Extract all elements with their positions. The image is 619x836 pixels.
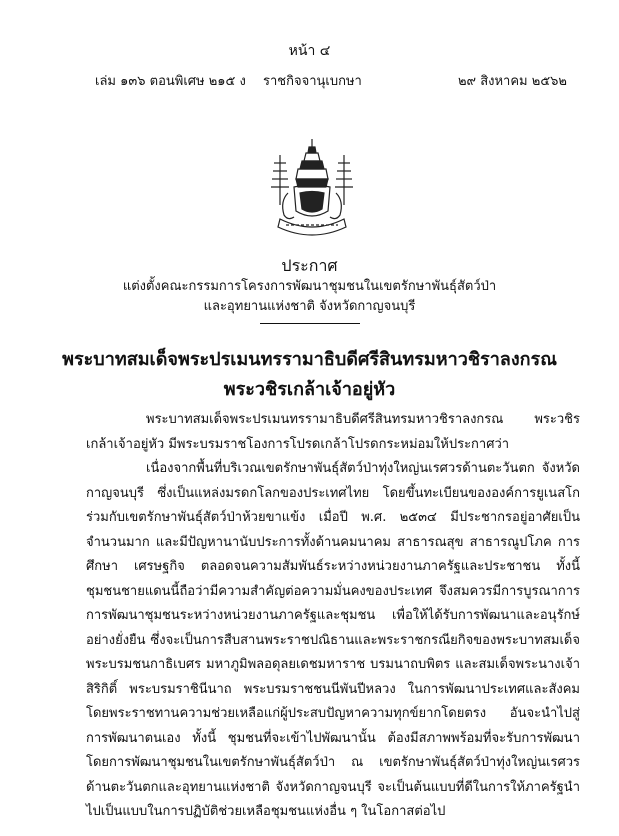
page-number: หน้า ๔	[288, 43, 331, 59]
announcement-body	[86, 408, 580, 825]
royal-emblem-icon	[266, 135, 358, 245]
title-divider	[260, 323, 360, 324]
gazette-header	[95, 70, 567, 88]
body-paragraph-2: เนื่องจากพื้นที่บริเวณเขตรักษาพันธุ์สัตว์ป่าทุ่งใหญ่นเรศวรด้านตะวันตก จังหวัดกาญจนบุรี ซึ่งเป็นแหล่งมรดกโลกของประเทศไทย โดยขึ้นทะเบียนขององค์การยูเนสโกร่วมกับเขตรักษาพันธุ์สัตว์ป่าห้วยขาแข้ง เมื่อปี พ.ศ. ๒๕๓๔ มีประชากรอยู่อาศัยเป็นจำนวนมาก และมีปัญหานานับประการทั้งด้านคมนาคม สาธารณสุข สาธารณูปโภค การศึกษา เศรษฐกิจ ตลอดจนความสัมพันธ์ระหว่างหน่วยงานภาครัฐและประชาชน ทั้งนี้ ชุมชนชายแดนนี้ถือว่ามีความสำคัญต่อความมั่นคงของประเทศ จึงสมควรมีการบูรณาการการพัฒนาชุมชนระหว่างหน่วยงานภาครัฐและชุมชน เพื่อให้ได้รับการพัฒนาและอนุรักษ์อย่างยั่งยืน ซึ่งจะเป็นการสืบสานพระราชปณิธานและพระราชกรณียกิจของพระบาทสมเด็จพระบรมชนกาธิเบศร มหาภูมิพลอดุลยเดชมหาราช บรมนาถบพิตร และสมเด็จพระนางเจ้าสิริกิติ์ พระบรมราชินีนาถ พระบรมราชชนนีพันปีหลวง ในการพัฒนาประเทศและสังคม โดยพระราชทานความช่วยเหลือแก่ผู้ประสบปัญหาความทุกข์ยากโดยตรง อันจะนำไปสู่การพัฒนาตนเอง ทั้งนี้ ชุมชนที่จะเข้าไปพัฒนานั้น ต้องมีสภาพพร้อมที่จะรับการพัฒนา โดยการพัฒนาชุมชนในเขตรักษาพันธุ์สัตว์ป่า ณ เขตรักษาพันธุ์สัตว์ป่าทุ่งใหญ่นเรศวรด้านตะวันตกและอุทยานแห่งชาติ จังหวัดกาญจนบุรี จะเป็นต้นแบบที่ดีในการให้ภาครัฐนำไปเป็นแบบในการปฏิบัติช่วยเหลือชุมชนแห่งอื่น ๆ ในโอกาสต่อไป	[86, 461, 580, 819]
king-name-line1: พระบาทสมเด็จพระปรเมนทรรามาธิบดีศรีสินทรมหาวชิราลงกรณ	[62, 349, 557, 370]
gazette-name: ราชกิจจานุเบกษา	[263, 74, 362, 89]
volume-issue: เล่ม ๑๓๖ ตอนพิเศษ ๒๑๕ ง	[95, 74, 246, 89]
announcement-subtitle-line1: แต่งตั้งคณะกรรมการโครงการพัฒนาชุมชนในเขตรักษาพันธุ์สัตว์ป่า	[122, 279, 497, 294]
gazette-date: ๒๙ สิงหาคม ๒๕๖๒	[457, 74, 567, 89]
king-name-line2: พระวชิรเกล้าเจ้าอยู่หัว	[223, 379, 396, 400]
announcement-subtitle-line2: และอุทยานแห่งชาติ จังหวัดกาญจนบุรี	[203, 299, 416, 314]
announcement-title-block	[0, 255, 619, 324]
king-name-block	[0, 345, 619, 405]
announcement-title: ประกาศ	[281, 256, 338, 275]
body-paragraph-1: พระบาทสมเด็จพระปรเมนทรรามาธิบดีศรีสินทรมหาวชิราลงกรณ พระวชิรเกล้าเจ้าอยู่หัว มีพระบรมราชโองการโปรดเกล้าโปรดกระหม่อมให้ประกาศว่า	[86, 412, 580, 452]
